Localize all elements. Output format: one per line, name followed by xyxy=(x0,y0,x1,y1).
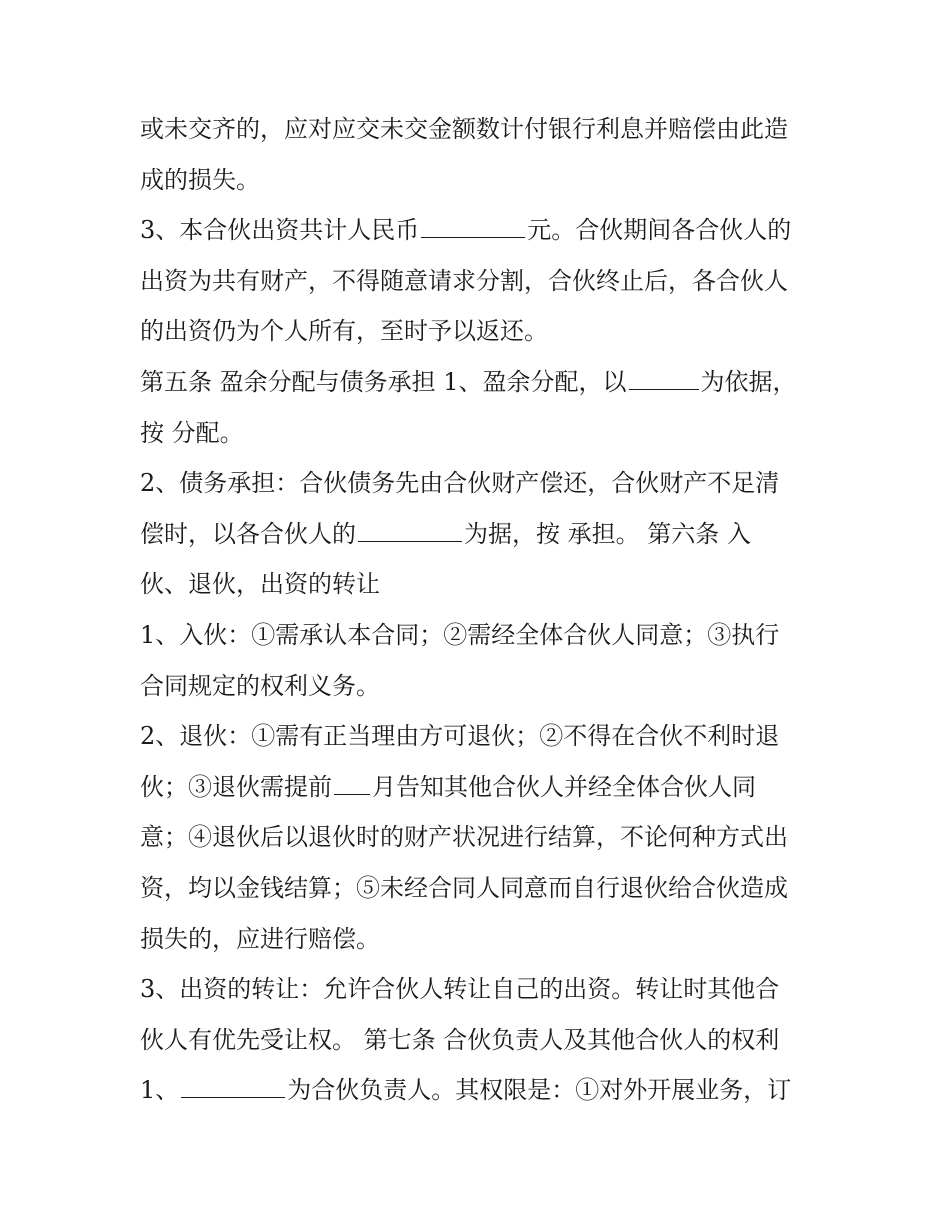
text-line-article-5 xyxy=(140,357,830,408)
line-text: 伙人有优先受让权。 第七条 合伙负责人及其他合伙人的权利 xyxy=(140,1025,780,1054)
text-line xyxy=(140,610,830,661)
line-text: 出资为共有财产，不得随意请求分割，合伙终止后，各合伙人 xyxy=(140,266,788,295)
text-line xyxy=(140,559,830,610)
line-text: 2、债务承担：合伙债务先由合伙财产偿还，合伙财产不足清 xyxy=(140,469,780,498)
text-line xyxy=(140,812,830,863)
line-text-after-blank: 为依据， xyxy=(700,367,797,396)
line-text-after-blank: 为合伙负责人。其权限是：①对外开展业务，订 xyxy=(287,1076,792,1105)
text-line-partner-lead xyxy=(140,1065,830,1116)
text-line xyxy=(140,1015,830,1066)
line-text: 或未交齐的，应对应交未交金额数计付银行利息并赔偿由此造 xyxy=(140,115,788,143)
line-text-after-blank: 月告知其他合伙人并经全体合伙人同 xyxy=(372,772,756,801)
text-line xyxy=(140,256,830,307)
profit-basis-blank xyxy=(629,367,699,390)
capital-amount-blank xyxy=(421,215,525,238)
text-line xyxy=(140,661,830,712)
text-line xyxy=(140,155,830,206)
text-line xyxy=(140,408,830,459)
text-line xyxy=(140,306,830,357)
text-line-total-capital xyxy=(140,205,830,256)
text-line-withdrawal-notice xyxy=(140,762,830,813)
debt-basis-blank xyxy=(358,519,462,542)
line-text: 合同规定的权利义务。 xyxy=(140,671,380,700)
line-text: 成的损失。 xyxy=(140,165,260,194)
line-text-before-blank: 3、本合伙出资共计人民币 xyxy=(140,216,420,245)
text-line xyxy=(140,964,830,1015)
text-line xyxy=(140,458,830,509)
notice-months-blank xyxy=(334,772,370,795)
line-text: 按 分配。 xyxy=(140,418,244,447)
line-text: 伙、退伙，出资的转让 xyxy=(140,570,380,599)
line-text-before-blank: 第五条 盈余分配与债务承担 1、盈余分配，以 xyxy=(140,367,627,396)
line-text: 1、入伙：①需承认本合同；②需经全体合伙人同意；③执行 xyxy=(140,620,780,649)
line-text: 意；④退伙后以退伙时的财产状况进行结算，不论何种方式出 xyxy=(140,823,788,852)
line-text-after-blank: 为据，按 承担。 第六条 入 xyxy=(464,519,751,548)
line-text: 2、退伙：①需有正当理由方可退伙；②不得在合伙不利时退 xyxy=(140,722,780,751)
text-line xyxy=(140,863,830,914)
line-text: 损失的，应进行赔偿。 xyxy=(140,924,380,953)
line-text-before-blank: 偿时，以各合伙人的 xyxy=(140,519,356,548)
line-text-before-blank: 1、 xyxy=(140,1076,180,1105)
text-line xyxy=(140,711,830,762)
line-text-after-blank: 元。合伙期间各合伙人的 xyxy=(527,216,792,245)
line-text: 的出资仍为个人所有，至时予以返还。 xyxy=(140,317,548,346)
text-line-debt-basis xyxy=(140,509,830,560)
document-body xyxy=(140,104,830,1116)
text-line xyxy=(140,914,830,965)
line-text: 3、出资的转让：允许合伙人转让自己的出资。转让时其他合 xyxy=(140,975,780,1004)
line-text: 资，均以金钱结算；⑤未经合同人同意而自行退伙给合伙造成 xyxy=(140,873,788,902)
line-text-before-blank: 伙；③退伙需提前 xyxy=(140,772,332,801)
text-line xyxy=(140,104,830,155)
lead-partner-name-blank xyxy=(181,1075,285,1098)
